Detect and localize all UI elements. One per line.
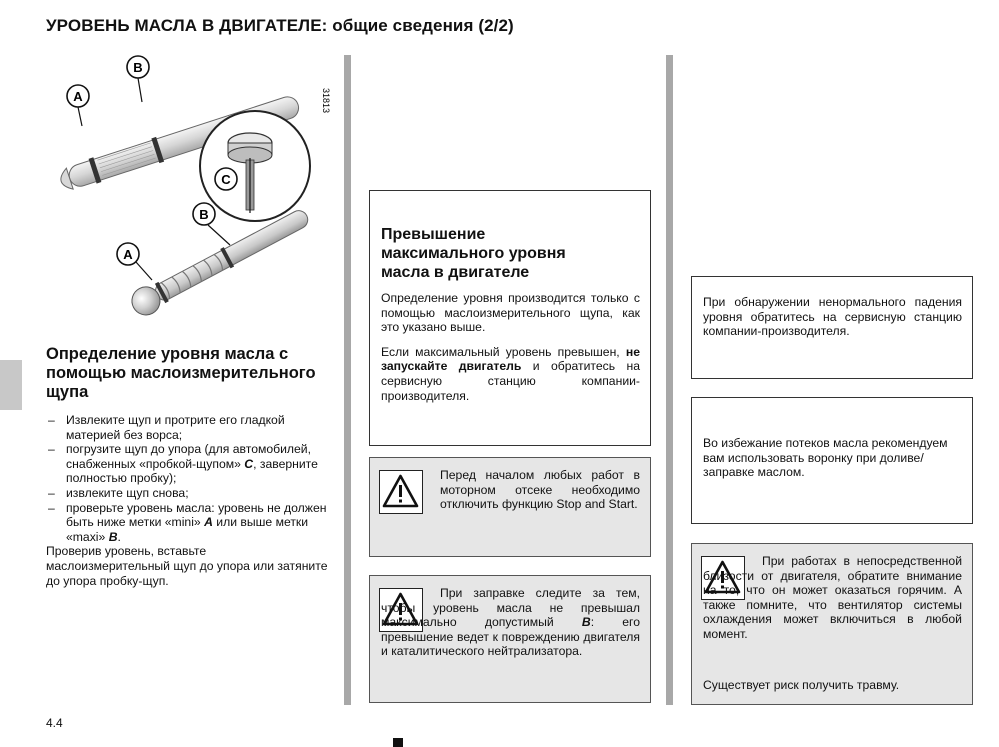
overfill-heading: Превышение максимального уровня масла в двигателе [381, 226, 566, 281]
label-a-bottom: A [123, 247, 133, 262]
left-heading: Определение уровня масла с помощью маслоизмерительного щупа [46, 345, 316, 401]
funnel-text: Во избежание потеков масла рекомендуем вам использовать воронку при доливе/заправке маслом. [703, 436, 948, 480]
warning-text-hot-engine: При работах в непосредственной близости от двигателя, обратите внимание на то, что он может оказаться горячим. А также помните, что вентилятор системы охлаждения может включиться в любой момент. [703, 554, 962, 641]
after-check-text: Проверив уровень, вставьте маслоизмерительный щуп до упора или затяните до упора пробку-щуп. [46, 544, 328, 588]
page-number: 4.4 [46, 716, 63, 730]
column-divider-right [666, 55, 673, 705]
warning-box-hot-engine [691, 543, 973, 705]
page-title [46, 16, 514, 36]
overfill-box [369, 190, 651, 446]
funnel-box [691, 397, 973, 524]
abnormal-drop-text: При обнаружении ненормального падения уровня обратитесь на сервисную станцию компании-производителя. [703, 295, 962, 339]
title-rest: общие сведения (2/2) [327, 16, 514, 35]
warning-text-overfill: При заправке следите за тем, чтобы уровень масла не превышал максимально допустимый B: его превышение ведет к повреждению двигателя и каталитического нейтрализатора. [381, 586, 640, 659]
warning-box-overfill [369, 575, 651, 703]
step-3: – извлеките щуп снова; [46, 486, 332, 501]
warning-box-stop-start [369, 457, 651, 557]
warning-text-stop-start: Перед началом любых работ в моторном отсеке необходимо отключить функцию Stop and Start. [440, 468, 640, 512]
overfill-paragraph-2: Если максимальный уровень превышен, не запускайте двигатель и обратитесь на сервисную станцию компании-производителя. [381, 344, 640, 403]
warning-icon [379, 470, 423, 514]
column-divider-left [344, 55, 351, 705]
footer-mark [393, 738, 403, 747]
steps-list [46, 413, 332, 544]
section-tab [0, 360, 22, 410]
left-instructions [46, 413, 332, 588]
abnormal-drop-box [691, 276, 973, 379]
step-4: – проверьте уровень масла: уровень не должен быть ниже метки «mini» A или выше метки «maxi» B. [46, 501, 332, 545]
figure-reference: 31813 [321, 88, 331, 114]
warning-text-injury: Существует риск получить травму. [703, 678, 900, 692]
label-b-top: B [133, 60, 143, 75]
label-c: C [221, 172, 231, 187]
step-1: – Извлеките щуп и протрите его гладкой материей без ворса; [46, 413, 332, 442]
label-a-top: A [73, 89, 83, 104]
detail-circle [200, 111, 310, 221]
dipstick-illustration [40, 48, 340, 320]
overfill-paragraph-1: Определение уровня производится только с помощью маслоизмерительного щупа, как это указано выше. [381, 291, 640, 335]
title-bold: УРОВЕНЬ МАСЛА В ДВИГАТЕЛЕ: [46, 16, 328, 35]
step-2: – погрузите щуп до упора (для автомобилей, снабженных «пробкой-щупом» C, заверните полностью пробку); [46, 442, 332, 486]
label-b-bottom: B [199, 207, 209, 222]
